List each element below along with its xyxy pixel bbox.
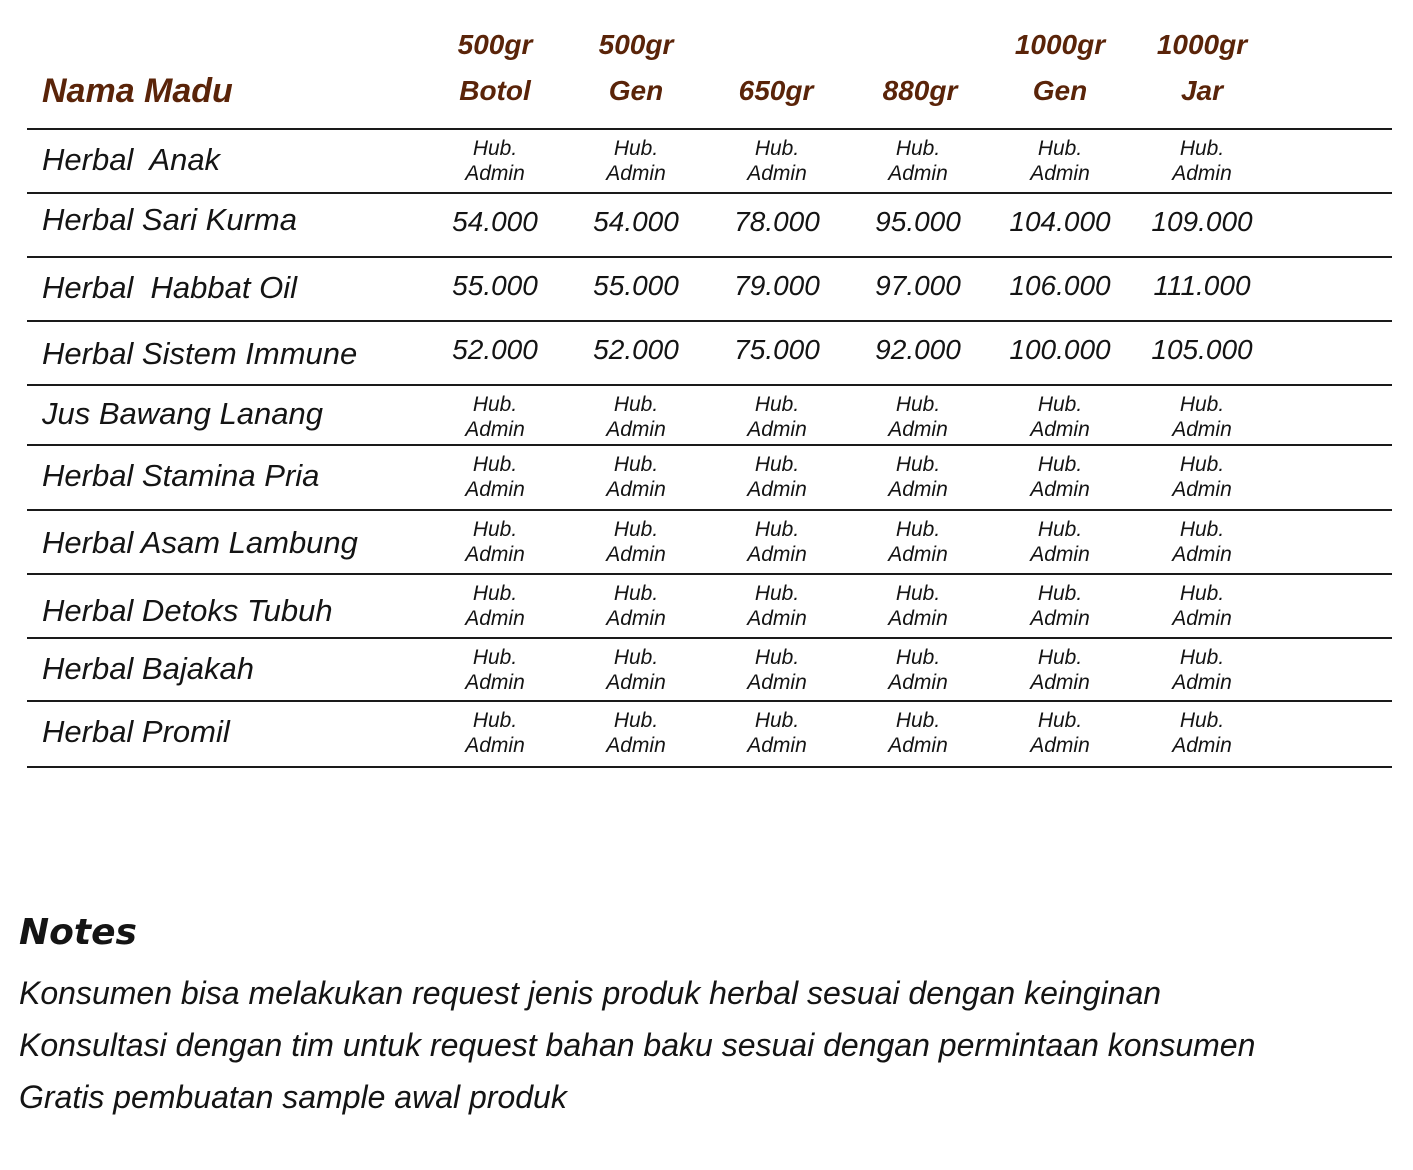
contact-label-line2: Admin bbox=[1172, 162, 1232, 185]
product-name: Jus Bawang Lanang bbox=[42, 396, 323, 431]
column-header-size: 1000gr bbox=[1156, 29, 1248, 60]
contact-label-line2: Admin bbox=[1030, 607, 1090, 630]
contact-admin-cell bbox=[1127, 392, 1277, 442]
contact-label-line2: Admin bbox=[465, 671, 525, 694]
contact-label-line2: Admin bbox=[1030, 671, 1090, 694]
table-row bbox=[27, 384, 1392, 446]
contact-label-line2: Admin bbox=[888, 543, 948, 566]
contact-admin-cell bbox=[985, 581, 1135, 631]
price-cell: 79.000 bbox=[734, 270, 820, 301]
contact-label-line1: Hub. bbox=[754, 646, 800, 669]
contact-label-line2: Admin bbox=[888, 162, 948, 185]
contact-admin-cell bbox=[843, 136, 993, 186]
contact-label-line1: Hub. bbox=[613, 393, 659, 416]
column-header bbox=[1127, 22, 1277, 114]
column-header bbox=[420, 22, 570, 114]
contact-admin-cell bbox=[561, 452, 711, 502]
contact-label-line2: Admin bbox=[1172, 543, 1232, 566]
name-column-header: Nama Madu bbox=[42, 72, 233, 110]
contact-label-line1: Hub. bbox=[754, 453, 800, 476]
contact-admin-cell bbox=[843, 517, 993, 567]
price-cell: 111.000 bbox=[1153, 270, 1251, 301]
table-row bbox=[27, 573, 1392, 639]
contact-label-line2: Admin bbox=[888, 418, 948, 441]
contact-admin-cell bbox=[702, 392, 852, 442]
contact-label-line2: Admin bbox=[1030, 478, 1090, 501]
table-row bbox=[27, 637, 1392, 702]
column-header bbox=[701, 68, 851, 114]
contact-label-line1: Hub. bbox=[1037, 582, 1083, 605]
contact-label-line1: Hub. bbox=[1037, 646, 1083, 669]
price-cell: 55.000 bbox=[452, 270, 538, 301]
contact-admin-cell bbox=[843, 645, 993, 695]
table-row bbox=[27, 256, 1392, 322]
column-header-type: 880gr bbox=[882, 75, 958, 106]
contact-label-line1: Hub. bbox=[1179, 709, 1225, 732]
product-name: Herbal Habbat Oil bbox=[42, 270, 298, 305]
product-name: Herbal Asam Lambung bbox=[42, 525, 358, 560]
product-name: Herbal Promil bbox=[42, 714, 230, 749]
price-cell: 97.000 bbox=[875, 270, 961, 301]
contact-label-line1: Hub. bbox=[895, 709, 941, 732]
contact-admin-cell bbox=[1127, 452, 1277, 502]
contact-label-line1: Hub. bbox=[1037, 518, 1083, 541]
contact-label-line1: Hub. bbox=[1179, 393, 1225, 416]
contact-label-line1: Hub. bbox=[1037, 453, 1083, 476]
contact-admin-cell bbox=[1127, 708, 1277, 758]
contact-admin-cell bbox=[843, 392, 993, 442]
price-cell: 52.000 bbox=[452, 334, 538, 365]
contact-admin-cell bbox=[1127, 136, 1277, 186]
contact-admin-cell bbox=[420, 708, 570, 758]
price-cell: 95.000 bbox=[875, 206, 961, 237]
notes-title: Notes bbox=[19, 912, 137, 953]
contact-admin-cell bbox=[843, 581, 993, 631]
contact-label-line1: Hub. bbox=[613, 518, 659, 541]
contact-label-line2: Admin bbox=[1172, 734, 1232, 757]
price-cell: 78.000 bbox=[734, 206, 820, 237]
column-header-size: 1000gr bbox=[1014, 29, 1106, 60]
contact-label-line2: Admin bbox=[1030, 162, 1090, 185]
contact-admin-cell bbox=[702, 452, 852, 502]
contact-label-line1: Hub. bbox=[472, 518, 518, 541]
note-line: Gratis pembuatan sample awal produk bbox=[19, 1079, 567, 1115]
contact-label-line2: Admin bbox=[888, 478, 948, 501]
contact-label-line1: Hub. bbox=[754, 709, 800, 732]
contact-label-line2: Admin bbox=[465, 607, 525, 630]
contact-label-line2: Admin bbox=[1172, 418, 1232, 441]
contact-label-line1: Hub. bbox=[1179, 518, 1225, 541]
table-row bbox=[27, 509, 1392, 575]
column-header-type: Botol bbox=[459, 75, 531, 106]
contact-admin-cell bbox=[702, 136, 852, 186]
contact-admin-cell bbox=[843, 452, 993, 502]
contact-admin-cell bbox=[985, 708, 1135, 758]
contact-label-line2: Admin bbox=[1030, 543, 1090, 566]
contact-label-line1: Hub. bbox=[895, 137, 941, 160]
product-name: Herbal Bajakah bbox=[42, 651, 254, 686]
contact-label-line1: Hub. bbox=[754, 518, 800, 541]
contact-admin-cell bbox=[985, 645, 1135, 695]
contact-label-line1: Hub. bbox=[472, 453, 518, 476]
contact-label-line1: Hub. bbox=[472, 709, 518, 732]
contact-admin-cell bbox=[561, 136, 711, 186]
note-line: Konsumen bisa melakukan request jenis produk herbal sesuai dengan keinginan bbox=[19, 975, 1162, 1011]
contact-label-line2: Admin bbox=[747, 543, 807, 566]
column-header bbox=[985, 22, 1135, 114]
contact-admin-cell bbox=[561, 645, 711, 695]
contact-label-line2: Admin bbox=[888, 607, 948, 630]
contact-label-line1: Hub. bbox=[613, 709, 659, 732]
price-cell: 106.000 bbox=[1009, 270, 1111, 301]
contact-label-line1: Hub. bbox=[472, 646, 518, 669]
contact-admin-cell bbox=[702, 517, 852, 567]
contact-label-line1: Hub. bbox=[895, 453, 941, 476]
contact-label-line2: Admin bbox=[888, 734, 948, 757]
contact-label-line1: Hub. bbox=[613, 646, 659, 669]
contact-label-line1: Hub. bbox=[472, 137, 518, 160]
table-row bbox=[27, 128, 1392, 194]
contact-label-line2: Admin bbox=[1030, 418, 1090, 441]
contact-label-line1: Hub. bbox=[1179, 646, 1225, 669]
contact-admin-cell bbox=[702, 645, 852, 695]
column-header-size: 500gr bbox=[598, 29, 674, 60]
price-cell: 105.000 bbox=[1151, 334, 1253, 365]
contact-label-line1: Hub. bbox=[1179, 453, 1225, 476]
contact-label-line1: Hub. bbox=[613, 137, 659, 160]
contact-label-line2: Admin bbox=[465, 418, 525, 441]
price-cell: 104.000 bbox=[1009, 206, 1111, 237]
contact-label-line1: Hub. bbox=[895, 393, 941, 416]
column-header-type: Gen bbox=[1032, 75, 1088, 106]
product-name: Herbal Sari Kurma bbox=[42, 202, 297, 237]
contact-label-line2: Admin bbox=[747, 607, 807, 630]
table-row bbox=[27, 444, 1392, 511]
contact-label-line1: Hub. bbox=[472, 582, 518, 605]
column-header-type: Gen bbox=[608, 75, 664, 106]
contact-admin-cell bbox=[985, 517, 1135, 567]
contact-admin-cell bbox=[1127, 645, 1277, 695]
contact-admin-cell bbox=[420, 645, 570, 695]
contact-label-line2: Admin bbox=[606, 162, 666, 185]
contact-label-line2: Admin bbox=[1172, 478, 1232, 501]
contact-label-line1: Hub. bbox=[613, 453, 659, 476]
contact-label-line2: Admin bbox=[465, 734, 525, 757]
column-header-type: Jar bbox=[1180, 75, 1224, 106]
contact-label-line1: Hub. bbox=[754, 137, 800, 160]
contact-admin-cell bbox=[561, 581, 711, 631]
table-row bbox=[27, 700, 1392, 768]
product-name: Herbal Anak bbox=[42, 142, 221, 177]
contact-label-line1: Hub. bbox=[1037, 137, 1083, 160]
table-header bbox=[27, 0, 1392, 128]
price-cell: 92.000 bbox=[875, 334, 961, 365]
contact-admin-cell bbox=[561, 392, 711, 442]
column-header bbox=[561, 22, 711, 114]
contact-admin-cell bbox=[985, 452, 1135, 502]
contact-label-line1: Hub. bbox=[613, 582, 659, 605]
price-cell: 54.000 bbox=[452, 206, 538, 237]
contact-label-line2: Admin bbox=[606, 734, 666, 757]
contact-label-line2: Admin bbox=[606, 418, 666, 441]
contact-admin-cell bbox=[420, 392, 570, 442]
note-line: Konsultasi dengan tim untuk request bahan baku sesuai dengan permintaan konsumen bbox=[19, 1027, 1256, 1063]
product-name: Herbal Stamina Pria bbox=[42, 458, 320, 493]
price-cell: 55.000 bbox=[593, 270, 679, 301]
contact-label-line2: Admin bbox=[606, 671, 666, 694]
contact-label-line1: Hub. bbox=[1179, 582, 1225, 605]
price-cell: 100.000 bbox=[1009, 334, 1111, 365]
column-header-type: 650gr bbox=[738, 75, 814, 106]
contact-admin-cell bbox=[1127, 581, 1277, 631]
contact-label-line2: Admin bbox=[1172, 607, 1232, 630]
contact-label-line1: Hub. bbox=[1037, 709, 1083, 732]
contact-admin-cell bbox=[420, 581, 570, 631]
contact-label-line2: Admin bbox=[747, 671, 807, 694]
contact-admin-cell bbox=[702, 708, 852, 758]
contact-label-line2: Admin bbox=[606, 607, 666, 630]
table-row bbox=[27, 320, 1392, 386]
contact-label-line2: Admin bbox=[747, 478, 807, 501]
contact-label-line2: Admin bbox=[747, 418, 807, 441]
contact-label-line2: Admin bbox=[465, 162, 525, 185]
contact-admin-cell bbox=[985, 392, 1135, 442]
contact-label-line2: Admin bbox=[747, 162, 807, 185]
contact-label-line1: Hub. bbox=[754, 582, 800, 605]
contact-label-line2: Admin bbox=[465, 543, 525, 566]
contact-label-line1: Hub. bbox=[895, 582, 941, 605]
price-cell: 52.000 bbox=[593, 334, 679, 365]
contact-admin-cell bbox=[1127, 517, 1277, 567]
contact-label-line2: Admin bbox=[888, 671, 948, 694]
contact-label-line1: Hub. bbox=[895, 646, 941, 669]
contact-label-line2: Admin bbox=[747, 734, 807, 757]
column-header bbox=[845, 68, 995, 114]
contact-label-line2: Admin bbox=[1172, 671, 1232, 694]
contact-admin-cell bbox=[420, 517, 570, 567]
contact-label-line1: Hub. bbox=[1179, 137, 1225, 160]
contact-label-line1: Hub. bbox=[754, 393, 800, 416]
price-cell: 109.000 bbox=[1151, 206, 1253, 237]
contact-admin-cell bbox=[420, 136, 570, 186]
contact-label-line2: Admin bbox=[465, 478, 525, 501]
price-cell: 75.000 bbox=[734, 334, 820, 365]
table-row bbox=[27, 192, 1392, 258]
contact-admin-cell bbox=[561, 517, 711, 567]
price-cell: 54.000 bbox=[593, 206, 679, 237]
contact-admin-cell bbox=[985, 136, 1135, 186]
contact-admin-cell bbox=[702, 581, 852, 631]
product-name: Herbal Sistem Immune bbox=[42, 336, 358, 371]
column-header-size: 500gr bbox=[457, 29, 533, 60]
contact-label-line2: Admin bbox=[606, 543, 666, 566]
notes-section bbox=[19, 912, 1399, 1123]
contact-label-line2: Admin bbox=[606, 478, 666, 501]
contact-label-line1: Hub. bbox=[472, 393, 518, 416]
contact-admin-cell bbox=[561, 708, 711, 758]
contact-label-line1: Hub. bbox=[1037, 393, 1083, 416]
product-name: Herbal Detoks Tubuh bbox=[42, 593, 333, 628]
contact-admin-cell bbox=[420, 452, 570, 502]
contact-admin-cell bbox=[843, 708, 993, 758]
contact-label-line2: Admin bbox=[1030, 734, 1090, 757]
contact-label-line1: Hub. bbox=[895, 518, 941, 541]
